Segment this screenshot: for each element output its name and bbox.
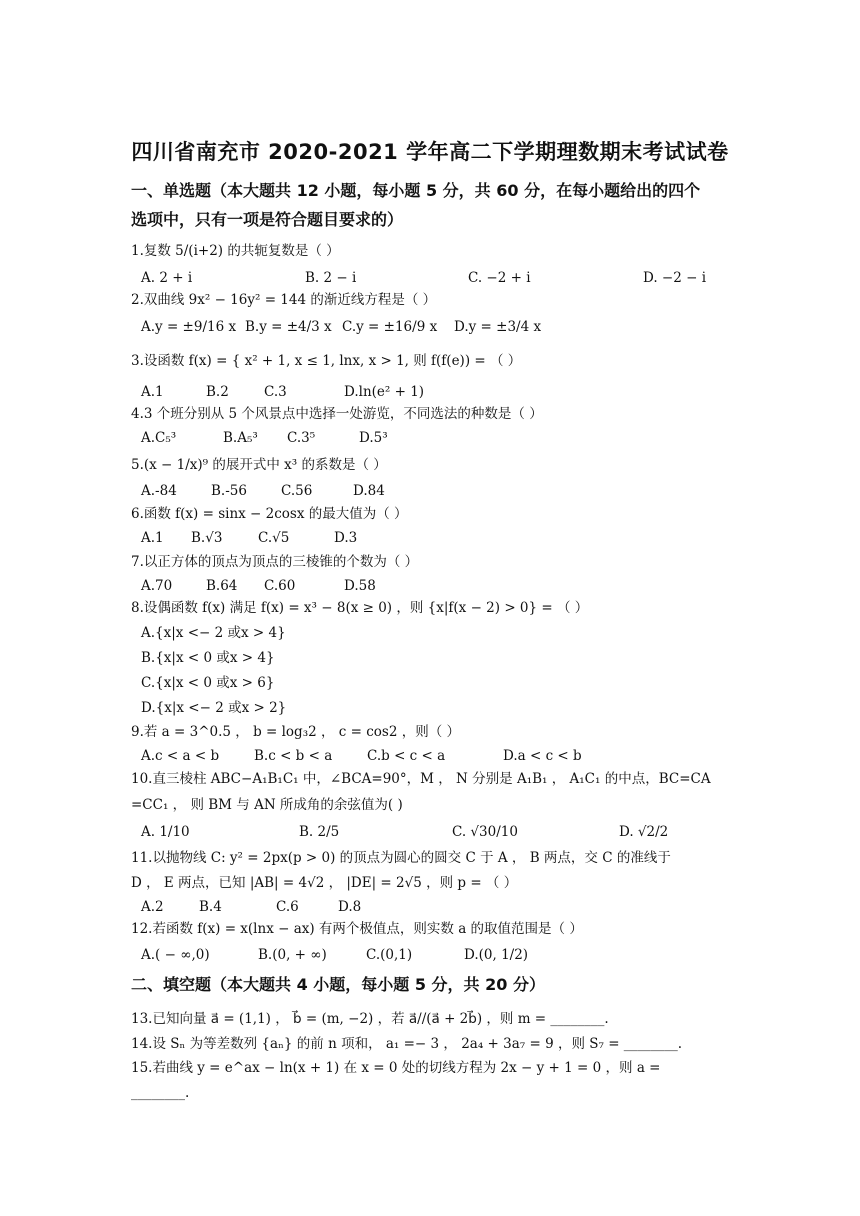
option-b: B.A₅³ [223,430,258,446]
question-8-option-c: C.{x|x < 0 或x > 6} [141,675,275,691]
question-8-option-a: A.{x|x <− 2 或x > 4} [141,625,286,641]
option-a: A.70 [141,578,173,594]
option-d: D.3 [334,530,358,546]
option-c: C.56 [281,483,313,499]
option-a: A.-84 [141,483,177,499]
option-a: A.C₅³ [141,430,177,446]
option-b: B.2 [206,384,229,400]
option-c: C.6 [276,899,299,915]
option-b: B.(0, + ∞) [258,947,327,963]
question-8-option-b: B.{x|x < 0 或x > 4} [141,650,275,666]
question-11-line-2: D ， E 两点，已知 |AB| = 4√2 ， |DE| = 2√5 ，则 p = （ ） [131,875,518,891]
question-15-line-2: ________. [131,1085,190,1101]
option-b: B. 2/5 [299,824,340,840]
option-c: C.60 [264,578,296,594]
option-c: C.y = ±16/9 x [342,319,438,335]
question-12: 12.若函数 f(x) = x(lnx − ax) 有两个极值点，则实数 a 的取值范围是（ ） [131,921,583,937]
question-10-line-1: 10.直三棱柱 ABC−A₁B₁C₁ 中，∠BCA=90°，M ， N 分别是 A₁B₁ ， A₁C₁ 的中点，BC=CA [131,771,711,787]
option-c: C. −2 + i [468,270,531,286]
option-c: C.3 [264,384,287,400]
option-a: A.1 [141,384,164,400]
option-a: A. 1/10 [141,824,190,840]
section-heading-single-choice [131,176,731,234]
option-a: A.1 [141,530,164,546]
option-d: D.ln(e² + 1) [344,384,425,400]
option-b: B.y = ±4/3 x [245,319,332,335]
option-a: A. 2 + i [141,270,193,286]
option-d: D.58 [344,578,376,594]
option-d: D.84 [353,483,385,499]
question-6: 6.函数 f(x) = sinx − 2cosx 的最大值为（ ） [131,506,408,522]
question-14: 14.设 Sₙ 为等差数列 {aₙ} 的前 n 项和， a₁ =− 3 ， 2a₄ + 3a₇ = 9 ，则 S₇ = ________. [131,1036,683,1052]
section-heading-fill-in: 二、填空题（本大题共 4 小题，每小题 5 分，共 20 分） [131,975,545,994]
option-d: D. √2/2 [619,824,669,840]
question-5: 5.(x − 1/x)⁹ 的展开式中 x³ 的系数是（ ） [131,457,387,473]
option-c: C.√5 [258,530,290,546]
section-heading-line: 一、单选题（本大题共 12 小题，每小题 5 分，共 60 分，在每小题给出的四个 [131,181,701,200]
option-b: B.-56 [211,483,247,499]
option-b: B. 2 − i [305,270,357,286]
option-d: D.8 [338,899,362,915]
option-a: A.y = ±9/16 x [141,319,237,335]
question-8-option-d: D.{x|x <− 2 或x > 2} [141,700,287,716]
option-b: B.√3 [191,530,223,546]
question-15-line-1: 15.若曲线 y = e^ax − ln(x + 1) 在 x = 0 处的切线方程为 2x − y + 1 = 0 ，则 a = [131,1060,661,1076]
option-d: D.a < c < b [503,748,582,764]
option-b: B.4 [199,899,222,915]
question-1: 1.复数 5/(i+2) 的共轭复数是（ ） [131,243,340,259]
question-7: 7.以正方体的顶点为顶点的三棱锥的个数为（ ） [131,554,419,570]
option-d: D.5³ [359,430,388,446]
exam-title: 四川省南充市 2020-2021 学年高二下学期理数期末考试试卷 [131,140,729,164]
option-c: C.b < c < a [367,748,446,764]
option-b: B.c < b < a [254,748,333,764]
option-a: A.2 [141,899,164,915]
option-d: D.(0, 1/2) [464,947,529,963]
question-13: 13.已知向量 a⃗ = (1,1) ， b⃗ = (m, −2) ，若 a⃗//(a⃗ + 2b⃗) ，则 m = ________. [131,1011,609,1027]
option-d: D.y = ±3/4 x [454,319,542,335]
option-c: C.3⁵ [287,430,316,446]
question-9: 9.若 a = 3^0.5 ， b = log₃2 ， c = cos2 ，则（ ） [131,724,461,740]
question-10-line-2: =CC₁ ， 则 BM 与 AN 所成角的余弦值为( ) [131,797,403,813]
question-8: 8.设偶函数 f(x) 满足 f(x) = x³ − 8(x ≥ 0) ，则 {x|f(x − 2) > 0} = （ ） [131,600,589,616]
question-11-line-1: 11.以抛物线 C: y² = 2px(p > 0) 的顶点为圆心的圆交 C 于 A ， B 两点，交 C 的准线于 [131,850,671,866]
option-c: C. √30/10 [452,824,518,840]
option-b: B.64 [206,578,238,594]
question-4: 4.3 个班分别从 5 个风景点中选择一处游览，不同选法的种数是（ ） [131,406,543,422]
section-heading-line: 选项中，只有一项是符合题目要求的） [131,210,404,229]
question-3: 3.设函数 f(x) = { x² + 1, x ≤ 1, lnx, x > 1, 则 f(f(e)) = （ ） [131,353,522,369]
question-2: 2.双曲线 9x² − 16y² = 144 的渐近线方程是（ ） [131,292,437,308]
option-a: A.c < a < b [141,748,220,764]
option-a: A.( − ∞,0) [141,947,210,963]
option-d: D. −2 − i [643,270,707,286]
option-c: C.(0,1) [366,947,413,963]
